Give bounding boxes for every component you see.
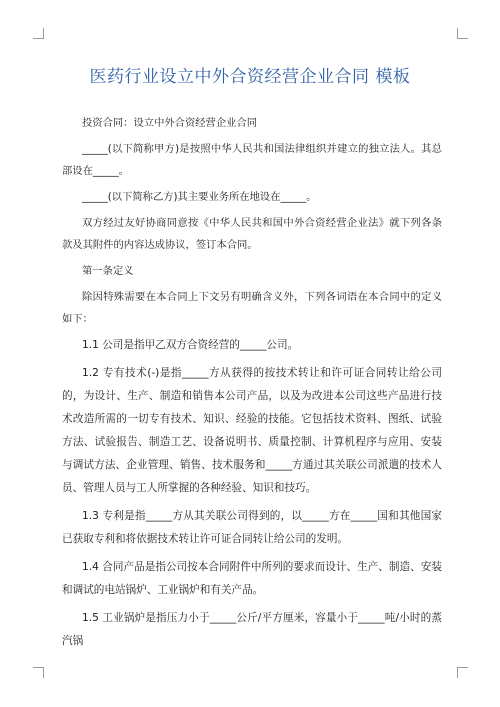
clause-1-5: 1.5 工业锅炉是指压力小于_____公斤/平方厘米，容量小于_____吨/小时的蒸汽锅 [62,612,442,647]
clause-1-4: 1.4 合同产品是指公司按本合同附件中所列的要求而设计、生产、制造、安装和调试的电站锅炉、工业锅炉和有关产品。 [62,561,442,596]
paragraph-agreement: 双方经过友好协商同意按《中华人民共和国中外合资经营企业法》就下列各条款及其附件的内容达成协议，签订本合同。 [62,217,442,251]
document-title: 医药行业设立中外合资经营企业合同 模板 [89,67,411,87]
paragraph-contract-type: 投资合同：设立中外合资经营企业合同 [82,117,258,129]
crop-mark-top-left [33,28,44,39]
paragraph-party-a: _____(以下简称甲方)是按照中华人民共和国法律组织并建立的独立法人。其总部设在_____。 [62,143,442,177]
section-heading-definitions: 第一条定义 [82,265,134,277]
crop-mark-top-right [457,28,468,39]
paragraph-party-b: _____(以下简称乙方)其主要业务所在地设在_____。 [82,191,317,203]
document-body [62,112,442,658]
crop-mark-bottom-right [457,667,468,678]
crop-mark-bottom-left [33,667,44,678]
clause-1-1: 1.1 公司是指甲乙双方合资经营的_____公司。 [82,339,299,351]
clause-1-3: 1.3 专利是指_____方从其关联公司得到的，以_____方在_____国和其他国家已获取专利和将依据技术转让许可证合同转让给公司的发明。 [62,510,442,545]
paragraph-definitions-intro: 除因特殊需要在本合同上下文另有明确含义外，下列各词语在本合同中的定义如下： [62,291,442,325]
clause-1-2: 1.2 专有技术(-)是指_____方从获得的按技术转让和许可证合同转让给公司的，为设计、生产、制造和销售本公司产品，以及为改进本公司这些产品进行技术改造所需的一切专有技术、知识、经验的技能。它包括技术资料、图纸、试验方法、试验报告、制造工艺、设备说明书、质量控制、计算机程序与应用、安装与调试方法、企业管理、销售、技术服务和_____方通过其关联公司派遣的技术人员、管理人员与工人所掌握的各种经验、知识和技巧。 [62,367,442,494]
